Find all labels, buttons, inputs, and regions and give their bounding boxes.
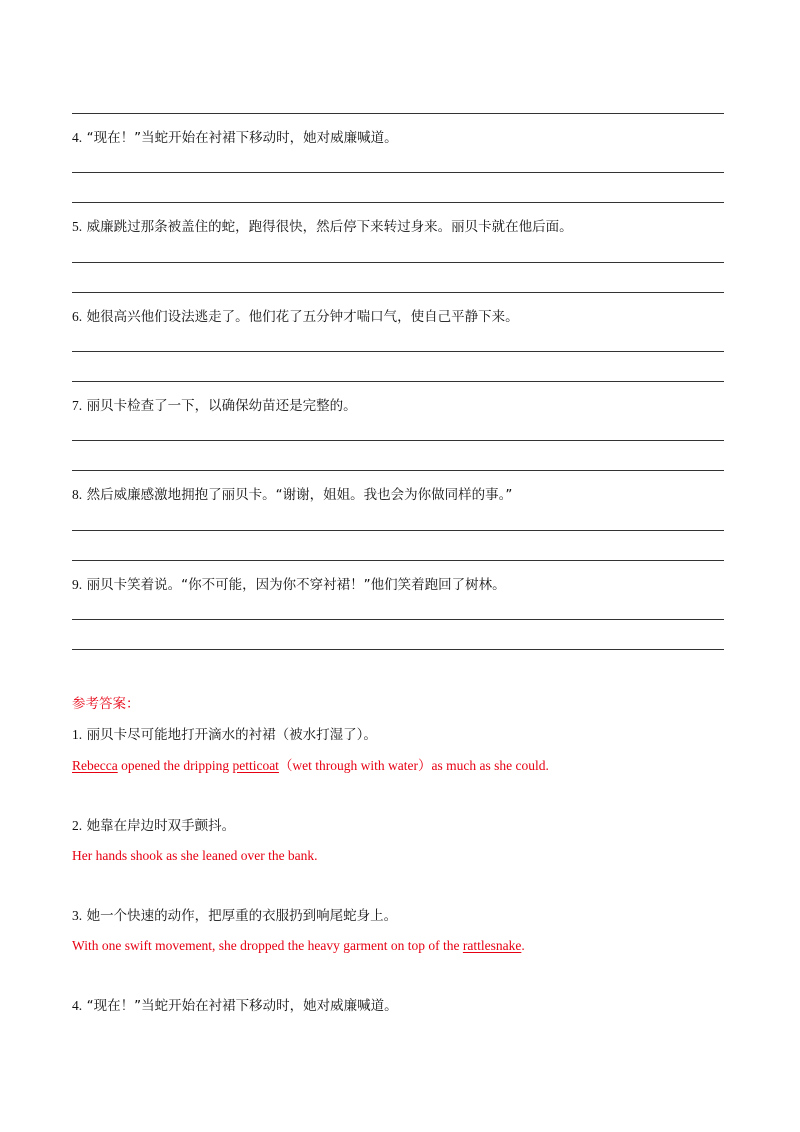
question-number: 6. <box>72 309 83 324</box>
answer-english-text: opened the dripping <box>117 758 233 773</box>
answer-3-chinese <box>72 907 732 925</box>
answer-2-english: Her hands shook as she leaned over the bank. <box>72 848 318 863</box>
answer-line <box>72 530 724 531</box>
answer-2-chinese <box>72 817 732 835</box>
answer-line <box>72 440 724 441</box>
answer-4-chinese <box>72 997 732 1015</box>
answer-chinese-text: “现在！”当蛇开始在衬裙下移动时，她对威廉喊道。 <box>86 998 398 1014</box>
answer-english-text: （wet through with water）as much as she could. <box>278 758 549 773</box>
answer-line <box>72 202 724 203</box>
question-text: 然后威廉感激地拥抱了丽贝卡。“谢谢，姐姐。我也会为你做同样的事。” <box>86 487 513 503</box>
answer-line <box>72 262 724 263</box>
question-text: 威廉跳过那条被盖住的蛇，跑得很快，然后停下来转过身来。丽贝卡就在他后面。 <box>86 219 573 235</box>
question-number: 9. <box>72 577 83 592</box>
question-text: 她很高兴他们设法逃走了。他们花了五分钟才喘口气，使自己平静下来。 <box>86 309 519 325</box>
question-6 <box>72 308 732 326</box>
question-8 <box>72 486 732 504</box>
answer-line <box>72 649 724 650</box>
question-number: 4. <box>72 130 83 145</box>
answer-line <box>72 292 724 293</box>
answer-number: 2. <box>72 818 83 833</box>
answer-1-english <box>72 757 732 775</box>
answer-line <box>72 560 724 561</box>
answer-chinese-text: 她靠在岸边时双手颤抖。 <box>86 818 236 834</box>
answer-1-chinese <box>72 726 732 744</box>
answer-line <box>72 172 724 173</box>
answer-line <box>72 470 724 471</box>
question-7 <box>72 397 732 415</box>
question-text: 丽贝卡检查了一下，以确保幼苗还是完整的。 <box>86 398 357 414</box>
question-text: 丽贝卡笑着说。“你不可能，因为你不穿衬裙！”他们笑着跑回了树林。 <box>86 577 506 593</box>
answer-number: 4. <box>72 998 83 1013</box>
question-number: 8. <box>72 487 83 502</box>
answer-chinese-text: 她一个快速的动作，把厚重的衣服扔到响尾蛇身上。 <box>86 908 398 924</box>
question-9 <box>72 576 732 594</box>
question-number: 5. <box>72 219 83 234</box>
answer-number: 1. <box>72 727 83 742</box>
answer-chinese-text: 丽贝卡尽可能地打开滴水的衬裙（被水打湿了）。 <box>86 727 377 743</box>
answer-english-text: . <box>521 938 525 953</box>
question-4 <box>72 129 732 147</box>
question-number: 7. <box>72 398 83 413</box>
underlined-word: petticoat <box>232 758 279 773</box>
question-5 <box>72 218 732 236</box>
question-text: “现在！”当蛇开始在衬裙下移动时，她对威廉喊道。 <box>86 130 398 146</box>
answer-english-text: With one swift movement, she dropped the heavy garment on top of the <box>72 938 463 953</box>
answer-number: 3. <box>72 908 83 923</box>
answer-line <box>72 619 724 620</box>
answers-heading: 参考答案： <box>72 696 140 712</box>
answer-line <box>72 351 724 352</box>
answer-line <box>72 113 724 114</box>
answer-3-english <box>72 937 732 955</box>
answer-line <box>72 381 724 382</box>
underlined-word: rattlesnake <box>462 938 522 953</box>
underlined-word: Rebecca <box>72 758 118 773</box>
